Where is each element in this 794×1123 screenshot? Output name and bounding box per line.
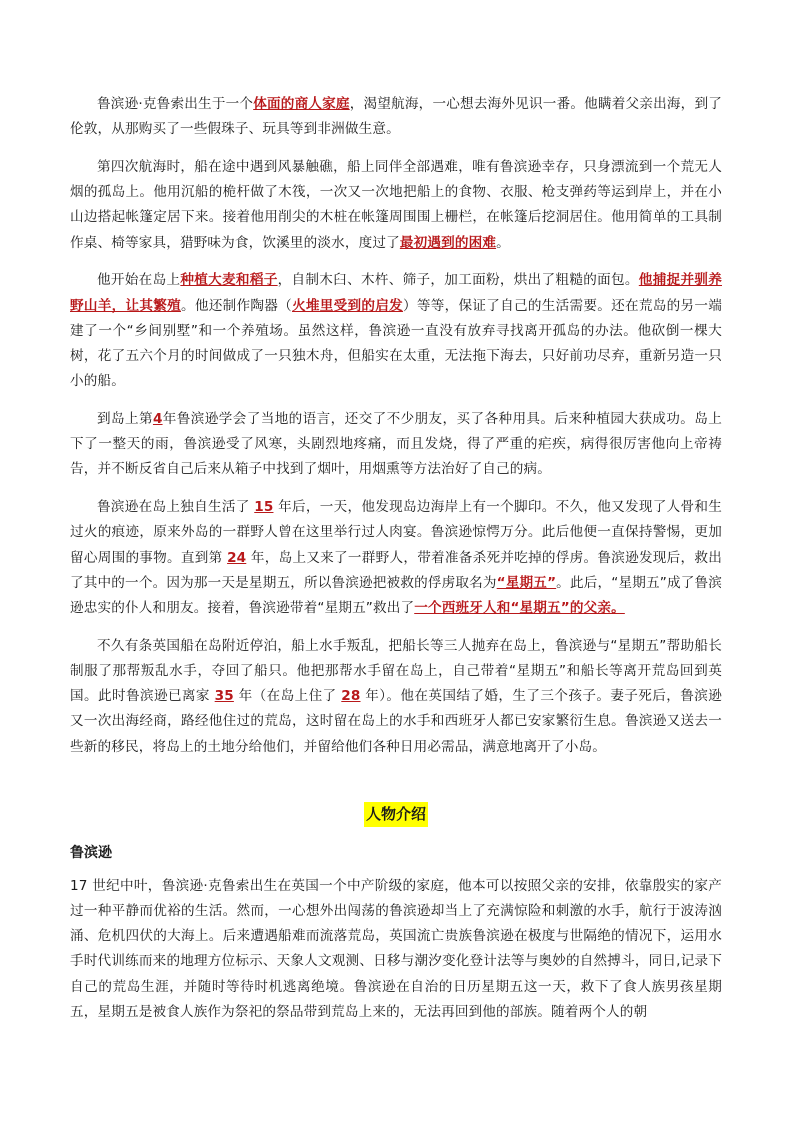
text-run: 第四次航海时，船在途中遇到风暴触礁，船上同伴全部遇难，唯有鲁滨逊幸存，只身漂流到一个荒无人烟的孤岛上。他用沉船的桅杆做了木筏，一次又一次地把船上的食物、衣服、枪支弹药等运到岸上，并在小山边搭起帐篷定居下来。接着他用削尖的木桩在帐篷周围围上栅栏，在帐篷后挖洞居住。他用简单的工具制作桌、椅等家具，猎野味为食，饮溪里的淡水，度过了 [70,159,722,251]
highlighted-phrase: 火堆里受到的启发 [292,297,403,314]
story-paragraph-6 [70,634,722,760]
highlighted-phrase: 他捕捉并驯养野山羊，让其繁殖 [70,272,722,314]
highlighted-phrase: 最初遇到的困难 [399,234,497,251]
text-run: 鲁滨逊·克鲁索出生于一个 [97,96,254,112]
story-paragraph-5 [70,495,722,621]
text-run: 他开始在岛上 [97,272,181,289]
story-paragraph-2 [70,155,722,256]
text-run: 。他还制作陶器（ [181,297,292,314]
text-run: 。 [496,234,510,251]
story-paragraph-1 [70,92,722,142]
text-run: ）等等，保证了自己的生活需要。还在荒岛的另一端建了一个“乡间别墅”和一个养殖场。虽然这样，鲁滨逊一直没有放弃寻找离开孤岛的办法。他砍倒一棵大树，花了五六个月的时间做成了一只独木舟，但船实在太重，无法拖下海去，只好前功尽弃，重新另造一只小的船。 [70,297,722,390]
section-title-text: 人物介绍 [364,802,428,827]
text-run: 年鲁滨逊学会了当地的语言，还交了不少朋友，买了各种用具。后来种植园大获成功。岛上下了一整天的雨，鲁滨逊受了风寒，头剧烈地疼痛，而且发烧，得了严重的疟疾，病得很厉害他向上帝祷告，并不断反省自己后来从箱子中找到了烟叶，用烟熏等方法治好了自己的病。 [70,411,722,478]
highlighted-phrase: 一个西班牙人和“星期五”的父亲。 [414,600,625,617]
text-run: ，自制木臼、木杵、筛子，加工面粉，烘出了粗糙的面包。 [277,272,639,289]
text-run: ，渴望航海，一心想去海外见识一番。他瞒着父亲出海，到了伦敦，从那购买了一些假珠子、玩具等到非洲做生意。 [70,96,722,138]
highlighted-number: 4 [152,411,163,428]
highlighted-phrase: 体面的商人家庭 [253,96,350,112]
highlighted-phrase: 种植大麦和稻子 [180,272,278,289]
text-run: 年，岛上又来了一群野人，带着准备杀死并吃掉的俘虏。鲁滨逊发现后，救出了其中的一个。因为那一天是星期五，所以鲁滨逊把被救的俘虏取名为 [70,549,722,591]
section-title [70,802,722,828]
highlighted-number: 35 [214,688,234,705]
character-bio: 17 世纪中叶，鲁滨逊·克鲁索出生在英国一个中产阶级的家庭，他本可以按照父亲的安排，依靠殷实的家产过一种平静而优裕的生活。然而，一心想外出闯荡的鲁滨逊却当上了充满惊险和刺激的水手，航行于波涛汹涌、危机四伏的大海上。后来遭遇船难而流落荒岛，英国流亡贵族鲁滨逊在极度与世隔绝的情况下，运用水手时代训练而来的地理方位标示、天象人文观测、日移与潮汐变化登计法等与奥妙的自然搏斗，同日,记录下自己的荒岛生涯，并随时等待时机逃离绝境。鲁滨逊在自治的日历星期五这一天，救下了食人族男孩星期五，星期五是被食人族作为祭祀的祭品带到荒岛上来的，无法再回到他的部族。随着两个人的朝 [70,877,722,1020]
text-run: 年）。他在英国结了婚，生了三个孩子。妻子死后，鲁滨逊又一次出海经商，路经他住过的荒岛，这时留在岛上的水手和西班牙人都已安家繁衍生息。鲁滨逊又送去一些新的移民，将岛上的土地分给他们，并留给他们各种日用必需品，满意地离开了小岛。 [70,688,722,755]
text-run: 年（在岛上住了 [238,688,337,705]
document-page [70,92,722,1025]
story-paragraph-3 [70,268,722,394]
highlighted-phrase: “星期五” [496,574,557,591]
text-run: 年后，一天，他发现岛边海岸上有一个脚印。不久，他又发现了人骨和生过火的痕迹，原来外岛的一群野人曾在这里举行过人肉宴。鲁滨逊惊愕万分。此后他便一直保持警惕，更加留心周围的事物。直到第 [70,499,722,566]
highlighted-number: 15 [254,499,274,516]
text-run: 到岛上第 [97,411,153,428]
story-paragraph-4 [70,407,722,483]
text-run: 鲁滨逊在岛上独自生活了 [97,499,250,516]
text-run: 。此后，“星期五”成了鲁滨逊忠实的仆人和朋友。接着，鲁滨逊带着“星期五”救出了 [70,574,722,617]
highlighted-number: 28 [341,688,361,705]
text-run: 不久有条英国船在岛附近停泊，船上水手叛乱，把船长等三人抛弃在岛上，鲁滨逊与“星期五”帮助船长制服了那帮叛乱水手，夺回了船只。他把那帮水手留在岛上，自己带着“星期五”和船长等离开荒岛回到英国。此时鲁滨逊已离家 [70,637,722,705]
highlighted-number: 24 [227,549,247,566]
character-name: 鲁滨逊 [70,844,112,861]
